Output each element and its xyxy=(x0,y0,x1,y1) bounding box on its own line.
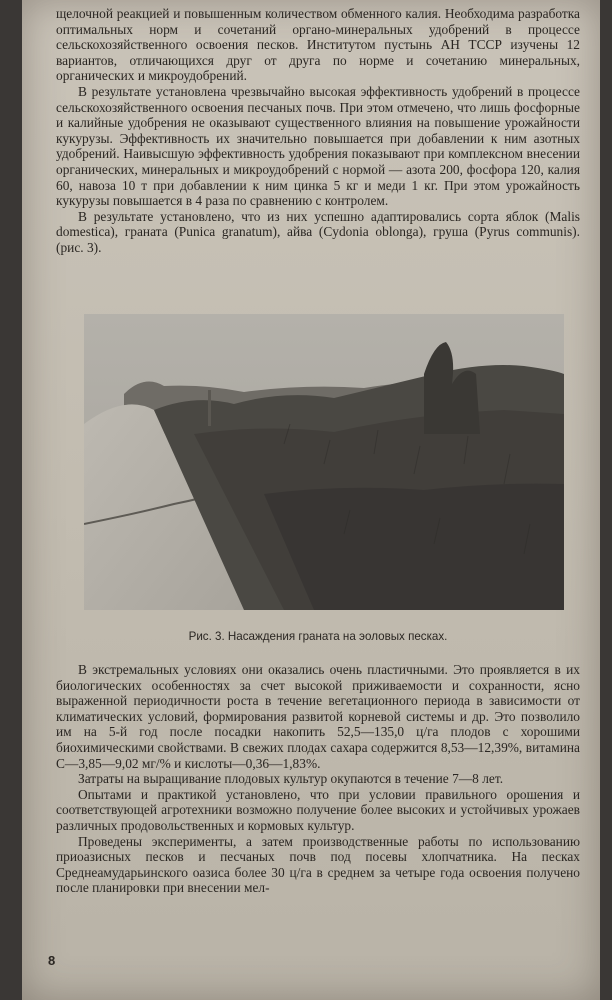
paragraph: щелочной реакцией и повышенным количеством обменного калия. Необходима разработка оптимальных норм и сочетаний органо-минеральных удобрений в процессе сельскохозяйственного освоения песков. Институтом пустынь АН ТССР изучены 12 вариантов, отличающихся друг от друга по норме и сочетанию минеральных, органических и микроудобрений. xyxy=(56,6,580,84)
text-block-top xyxy=(56,6,580,256)
page-number: 8 xyxy=(48,953,56,968)
photo-illustration xyxy=(84,314,564,610)
paragraph: В экстремальных условиях они оказались очень пластичными. Это проявляется в их биологических особенностях за счет высокой приживаемости и сохранности, ясно выраженной периодичности роста в течение вегетационного периода в зависимости от климатических условий, формирования развитой корневой системы и др. Это позволило им на 5-й год после посадки накопить 52,5—135,0 ц/га плодов с хорошими биохимическими свойствами. В свежих плодах сахара содержится 8,53—12,39%, витамина С—3,85—9,02 мг/% и кислоты—0,36—1,83%. xyxy=(56,662,580,771)
book-page xyxy=(22,0,600,1000)
text-block-bottom xyxy=(56,662,580,896)
paragraph: Затраты на выращивание плодовых культур окупаются в течение 7—8 лет. xyxy=(78,771,504,787)
paragraph: Опытами и практикой установлено, что при условии правильного орошения и соответствующей агротехники возможно получение более высоких и устойчивых урожаев различных продовольственных и кормовых культур. xyxy=(56,786,580,833)
figure-photo-pomegranate-plantings xyxy=(84,314,564,610)
paragraph: В результате установлено, что из них успешно адаптировались сорта яблок (Malis domestica), граната (Punica granatum), айва (Cydonia oblonga), груша (Pyrus communis). (рис. 3). xyxy=(56,208,580,255)
paragraph: В результате установлена чрезвычайно высокая эффективность удобрений в процессе сельскохозяйственного освоения песчаных почв. При этом отмечено, что лишь фосфорные и калийные удобрения не оказывают существенного влияния на повышение урожайности кукурузы. Эффективность их значительно повышается при добавлении к ним азотных удобрений. Наивысшую эффективность удобрения показывают при комплексном внесении органических, минеральных и микроудобрений с нормой — азота 200, фосфора 120, калия 60, навоза 10 т при добавлении к ним цинка 5 кг и меди 1 кг. При этом урожайность кукурузы повышается в 4 раза по сравнению с контролем. xyxy=(56,83,580,209)
paragraph: Проведены эксперименты, а затем производственные работы по использованию приоазисных песков и песчаных почв под посевы хлопчатника. На песках Среднеамударьинского оазиса более 30 ц/га в среднем за четыре года освоения получено после планировки при внесении мел- xyxy=(56,833,580,896)
figure-caption: Рис. 3. Насаждения граната на эоловых песках. xyxy=(188,630,448,643)
